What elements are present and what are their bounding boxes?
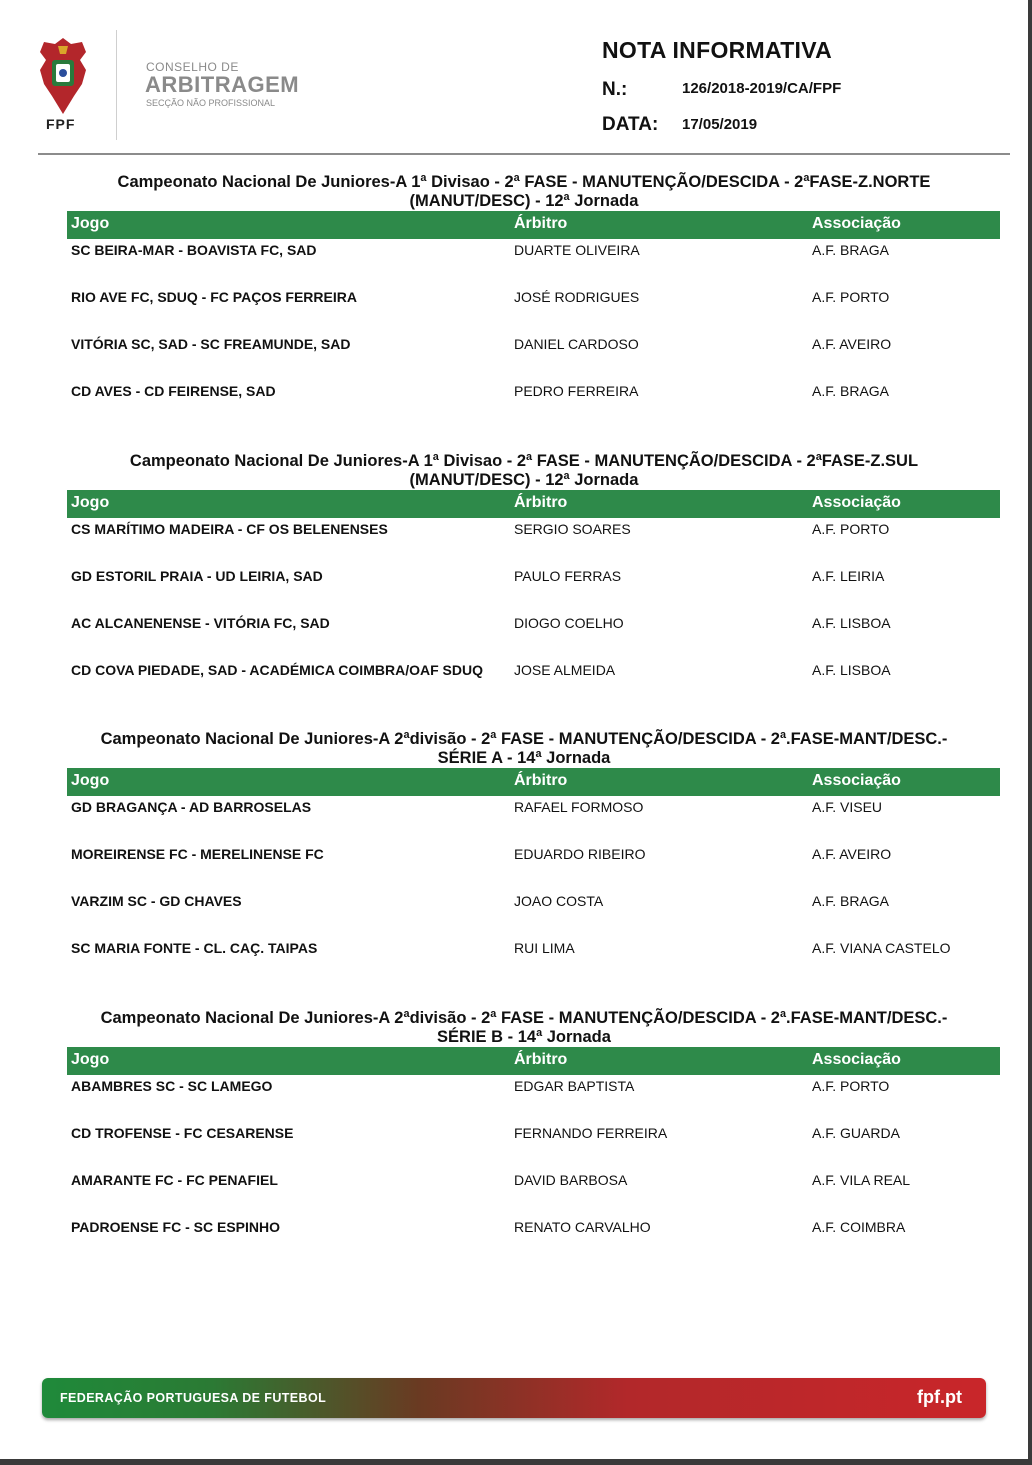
table-header (67, 1047, 1000, 1075)
table-row (67, 1075, 1000, 1122)
cell-associacao: A.F. BRAGA (812, 893, 890, 909)
ca-logo-line1: CONSELHO DE (146, 60, 239, 74)
document-header (0, 0, 1032, 156)
table-row (67, 286, 1000, 333)
cell-associacao: A.F. PORTO (812, 1078, 890, 1094)
table-row (67, 380, 1000, 427)
column-header-jogo: Jogo (71, 772, 110, 789)
section-title (38, 452, 1010, 490)
cell-arbitro: RUI LIMA (514, 940, 575, 956)
cell-arbitro: PAULO FERRAS (514, 568, 622, 584)
table-row (67, 1169, 1000, 1216)
competition-section (38, 1009, 1010, 1263)
cell-associacao: A.F. LISBOA (812, 662, 891, 678)
logo-divider (116, 30, 117, 140)
table-row (67, 1122, 1000, 1169)
cell-arbitro: EDUARDO RIBEIRO (514, 846, 646, 862)
cell-associacao: A.F. AVEIRO (812, 846, 892, 862)
number-label: N.: (602, 79, 628, 100)
column-header-associacao: Associação (812, 772, 901, 789)
cell-jogo: PADROENSE FC - SC ESPINHO (71, 1219, 280, 1235)
table-row (67, 239, 1000, 286)
table-body (67, 239, 1000, 427)
section-title (38, 173, 1010, 211)
footer-website: fpf.pt (917, 1387, 962, 1407)
table-row (67, 333, 1000, 380)
cell-associacao: A.F. LEIRIA (812, 568, 885, 584)
cell-jogo: CD AVES - CD FEIRENSE, SAD (71, 383, 276, 399)
section-title-line2: SÉRIE A - 14ª Jornada (437, 749, 611, 767)
cell-arbitro: JOSE ALMEIDA (514, 662, 616, 678)
cell-jogo: MOREIRENSE FC - MERELINENSE FC (71, 846, 324, 862)
table-row (67, 1216, 1000, 1263)
column-header-arbitro: Árbitro (514, 494, 568, 511)
cell-jogo: CD COVA PIEDADE, SAD - ACADÉMICA COIMBRA/OAF SDUQ (71, 662, 483, 678)
section-title-line2: (MANUT/DESC) - 12ª Jornada (409, 192, 639, 210)
table-row (67, 843, 1000, 890)
section-title-line2: SÉRIE B - 14ª Jornada (437, 1028, 611, 1046)
table-row (67, 659, 1000, 706)
ca-logo-line2: ARBITRAGEM (145, 72, 300, 97)
table-row (67, 518, 1000, 565)
section-title (38, 730, 1010, 768)
section-title-line2: (MANUT/DESC) - 12ª Jornada (409, 471, 639, 489)
cell-arbitro: DIOGO COELHO (514, 615, 624, 631)
cell-associacao: A.F. PORTO (812, 521, 890, 537)
date-label: DATA: (602, 114, 659, 135)
ca-logo-line3: SECÇÃO NÃO PROFISSIONAL (146, 98, 276, 108)
cell-arbitro: SERGIO SOARES (514, 521, 631, 537)
cell-associacao: A.F. AVEIRO (812, 336, 892, 352)
cell-arbitro: DAVID BARBOSA (514, 1172, 628, 1188)
table-row (67, 565, 1000, 612)
cell-associacao: A.F. GUARDA (812, 1125, 900, 1141)
document-title: NOTA INFORMATIVA (602, 37, 833, 63)
cell-arbitro: FERNANDO FERREIRA (514, 1125, 668, 1141)
column-header-arbitro: Árbitro (514, 215, 568, 232)
cell-jogo: CD TROFENSE - FC CESARENSE (71, 1125, 294, 1141)
cell-arbitro: EDGAR BAPTISTA (514, 1078, 635, 1094)
column-header-jogo: Jogo (71, 494, 110, 511)
cell-associacao: A.F. VIANA CASTELO (812, 940, 951, 956)
table-header (67, 768, 1000, 796)
competition-section (38, 452, 1010, 706)
fpf-wordmark: FPF (46, 116, 76, 132)
table-body (67, 1075, 1000, 1263)
cell-jogo: SC BEIRA-MAR - BOAVISTA FC, SAD (71, 242, 317, 258)
table-header (67, 211, 1000, 239)
cell-arbitro: JOSÉ RODRIGUES (514, 289, 640, 305)
cell-associacao: A.F. BRAGA (812, 242, 890, 258)
cell-jogo: VITÓRIA SC, SAD - SC FREAMUNDE, SAD (71, 336, 351, 352)
table-row (67, 796, 1000, 843)
cell-jogo: AMARANTE FC - FC PENAFIEL (71, 1172, 278, 1188)
table-header (67, 490, 1000, 518)
table-row (67, 612, 1000, 659)
cell-jogo: AC ALCANENENSE - VITÓRIA FC, SAD (71, 615, 330, 631)
cell-associacao: A.F. LISBOA (812, 615, 891, 631)
column-header-associacao: Associação (812, 1051, 901, 1068)
cell-jogo: GD BRAGANÇA - AD BARROSELAS (71, 799, 312, 815)
cell-associacao: A.F. BRAGA (812, 383, 890, 399)
column-header-jogo: Jogo (71, 1051, 110, 1068)
table-body (67, 796, 1000, 984)
footer-banner (42, 1378, 986, 1418)
cell-jogo: RIO AVE FC, SDUQ - FC PAÇOS FERREIRA (71, 289, 357, 305)
table-body (67, 518, 1000, 706)
competition-section (38, 730, 1010, 984)
cell-arbitro: DANIEL CARDOSO (514, 336, 639, 352)
cell-arbitro: PEDRO FERREIRA (514, 383, 639, 399)
cell-jogo: CS MARÍTIMO MADEIRA - CF OS BELENENSES (71, 521, 388, 537)
section-title-line1: Campeonato Nacional De Juniores-A 2ªdivisão - 2ª FASE - MANUTENÇÃO/DESCIDA - 2ª.FASE-MANT/DESC.- (100, 730, 948, 748)
section-title-line1: Campeonato Nacional De Juniores-A 1ª Divisao - 2ª FASE - MANUTENÇÃO/DESCIDA - 2ªFASE-Z.NORTE (117, 173, 931, 191)
cell-jogo: VARZIM SC - GD CHAVES (71, 893, 242, 909)
cell-associacao: A.F. PORTO (812, 289, 890, 305)
number-value: 126/2018-2019/CA/FPF (682, 80, 842, 97)
page-edge-right (1028, 0, 1032, 1465)
cell-arbitro: DUARTE OLIVEIRA (514, 242, 640, 258)
cell-associacao: A.F. COIMBRA (812, 1219, 906, 1235)
date-value: 17/05/2019 (682, 116, 758, 133)
cell-associacao: A.F. VILA REAL (812, 1172, 911, 1188)
column-header-arbitro: Árbitro (514, 1051, 568, 1068)
section-title-line1: Campeonato Nacional De Juniores-A 1ª Divisao - 2ª FASE - MANUTENÇÃO/DESCIDA - 2ªFASE-Z.SUL (129, 452, 919, 470)
page-edge-bottom (0, 1459, 1032, 1465)
section-title (38, 1009, 1010, 1047)
table-row (67, 890, 1000, 937)
cell-associacao: A.F. VISEU (812, 799, 883, 815)
competition-section (38, 173, 1010, 427)
cell-jogo: SC MARIA FONTE - CL. CAÇ. TAIPAS (71, 940, 318, 956)
column-header-associacao: Associação (812, 494, 901, 511)
section-title-line1: Campeonato Nacional De Juniores-A 2ªdivisão - 2ª FASE - MANUTENÇÃO/DESCIDA - 2ª.FASE-MANT/DESC.- (100, 1009, 948, 1027)
cell-jogo: GD ESTORIL PRAIA - UD LEIRIA, SAD (71, 568, 323, 584)
cell-arbitro: RENATO CARVALHO (514, 1219, 651, 1235)
column-header-jogo: Jogo (71, 215, 110, 232)
column-header-associacao: Associação (812, 215, 901, 232)
cell-arbitro: RAFAEL FORMOSO (514, 799, 644, 815)
header-rule (38, 153, 1010, 155)
cell-jogo: ABAMBRES SC - SC LAMEGO (71, 1078, 273, 1094)
column-header-arbitro: Árbitro (514, 772, 568, 789)
footer-federation-name: FEDERAÇÃO PORTUGUESA DE FUTEBOL (60, 1391, 327, 1405)
cell-arbitro: JOAO COSTA (514, 893, 604, 909)
table-row (67, 937, 1000, 984)
